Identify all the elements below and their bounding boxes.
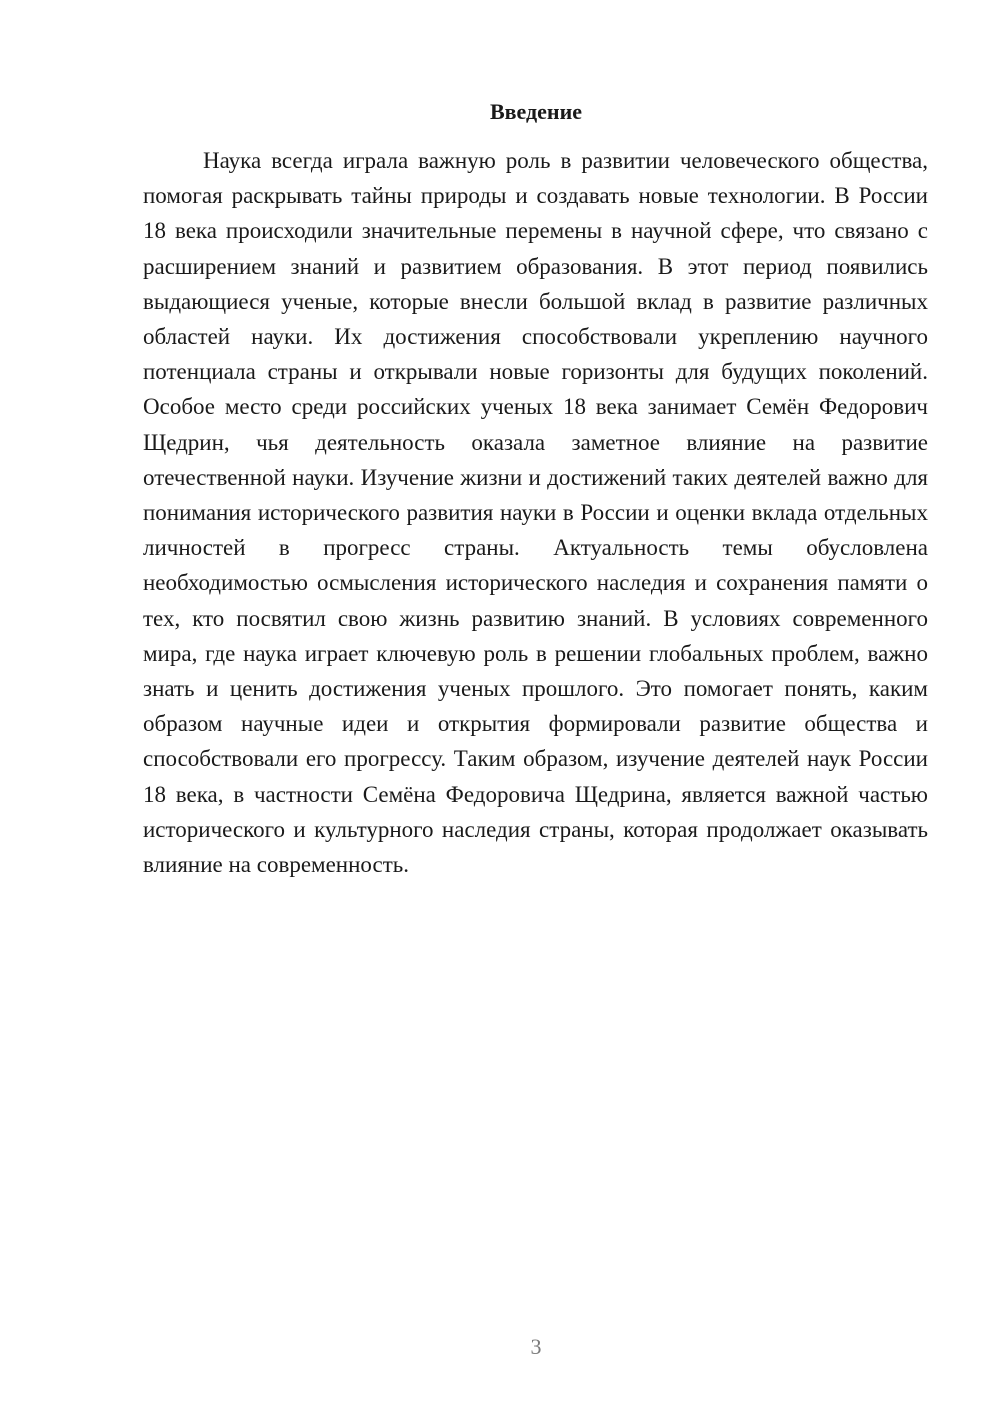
body-paragraph: Наука всегда играла важную роль в развитии человеческого общества, помогая раскрывать тайны природы и создавать новые технологии. В России 18 века происходили значительные перемены в научной сфере, что связано с расширением знаний и развитием образования. В этот период появились выдающиеся ученые, которые внесли большой вклад в развитие различных областей науки. Их достижения способствовали укреплению научного потенциала страны и открывали новые горизонты для будущих поколений. Особое место среди российских ученых 18 века занимает Семён Федорович Щедрин, чья деятельность оказала заметное влияние на развитие отечественной науки. Изучение жизни и достижений таких деятелей важно для понимания исторического развития науки в России и оценки вклада отдельных личностей в прогресс страны. Актуальность темы обусловлена необходимостью осмысления исторического наследия и сохранения памяти о тех, кто посвятил свою жизнь развитию знаний. В условиях современного мира, где наука играет ключевую роль в решении глобальных проблем, важно знать и ценить достижения ученых прошлого. Это помогает понять, каким образом научные идеи и открытия формировали развитие общества и способствовали его прогрессу. Таким образом, изучение деятелей наук России 18 века, в частности Семёна Федоровича Щедрина, является важной частью исторического и культурного наследия страны, которая продолжает оказывать влияние на современность. xyxy=(143,148,928,878)
page-number: 3 xyxy=(530,1334,542,1359)
section-heading: Введение xyxy=(489,99,583,124)
